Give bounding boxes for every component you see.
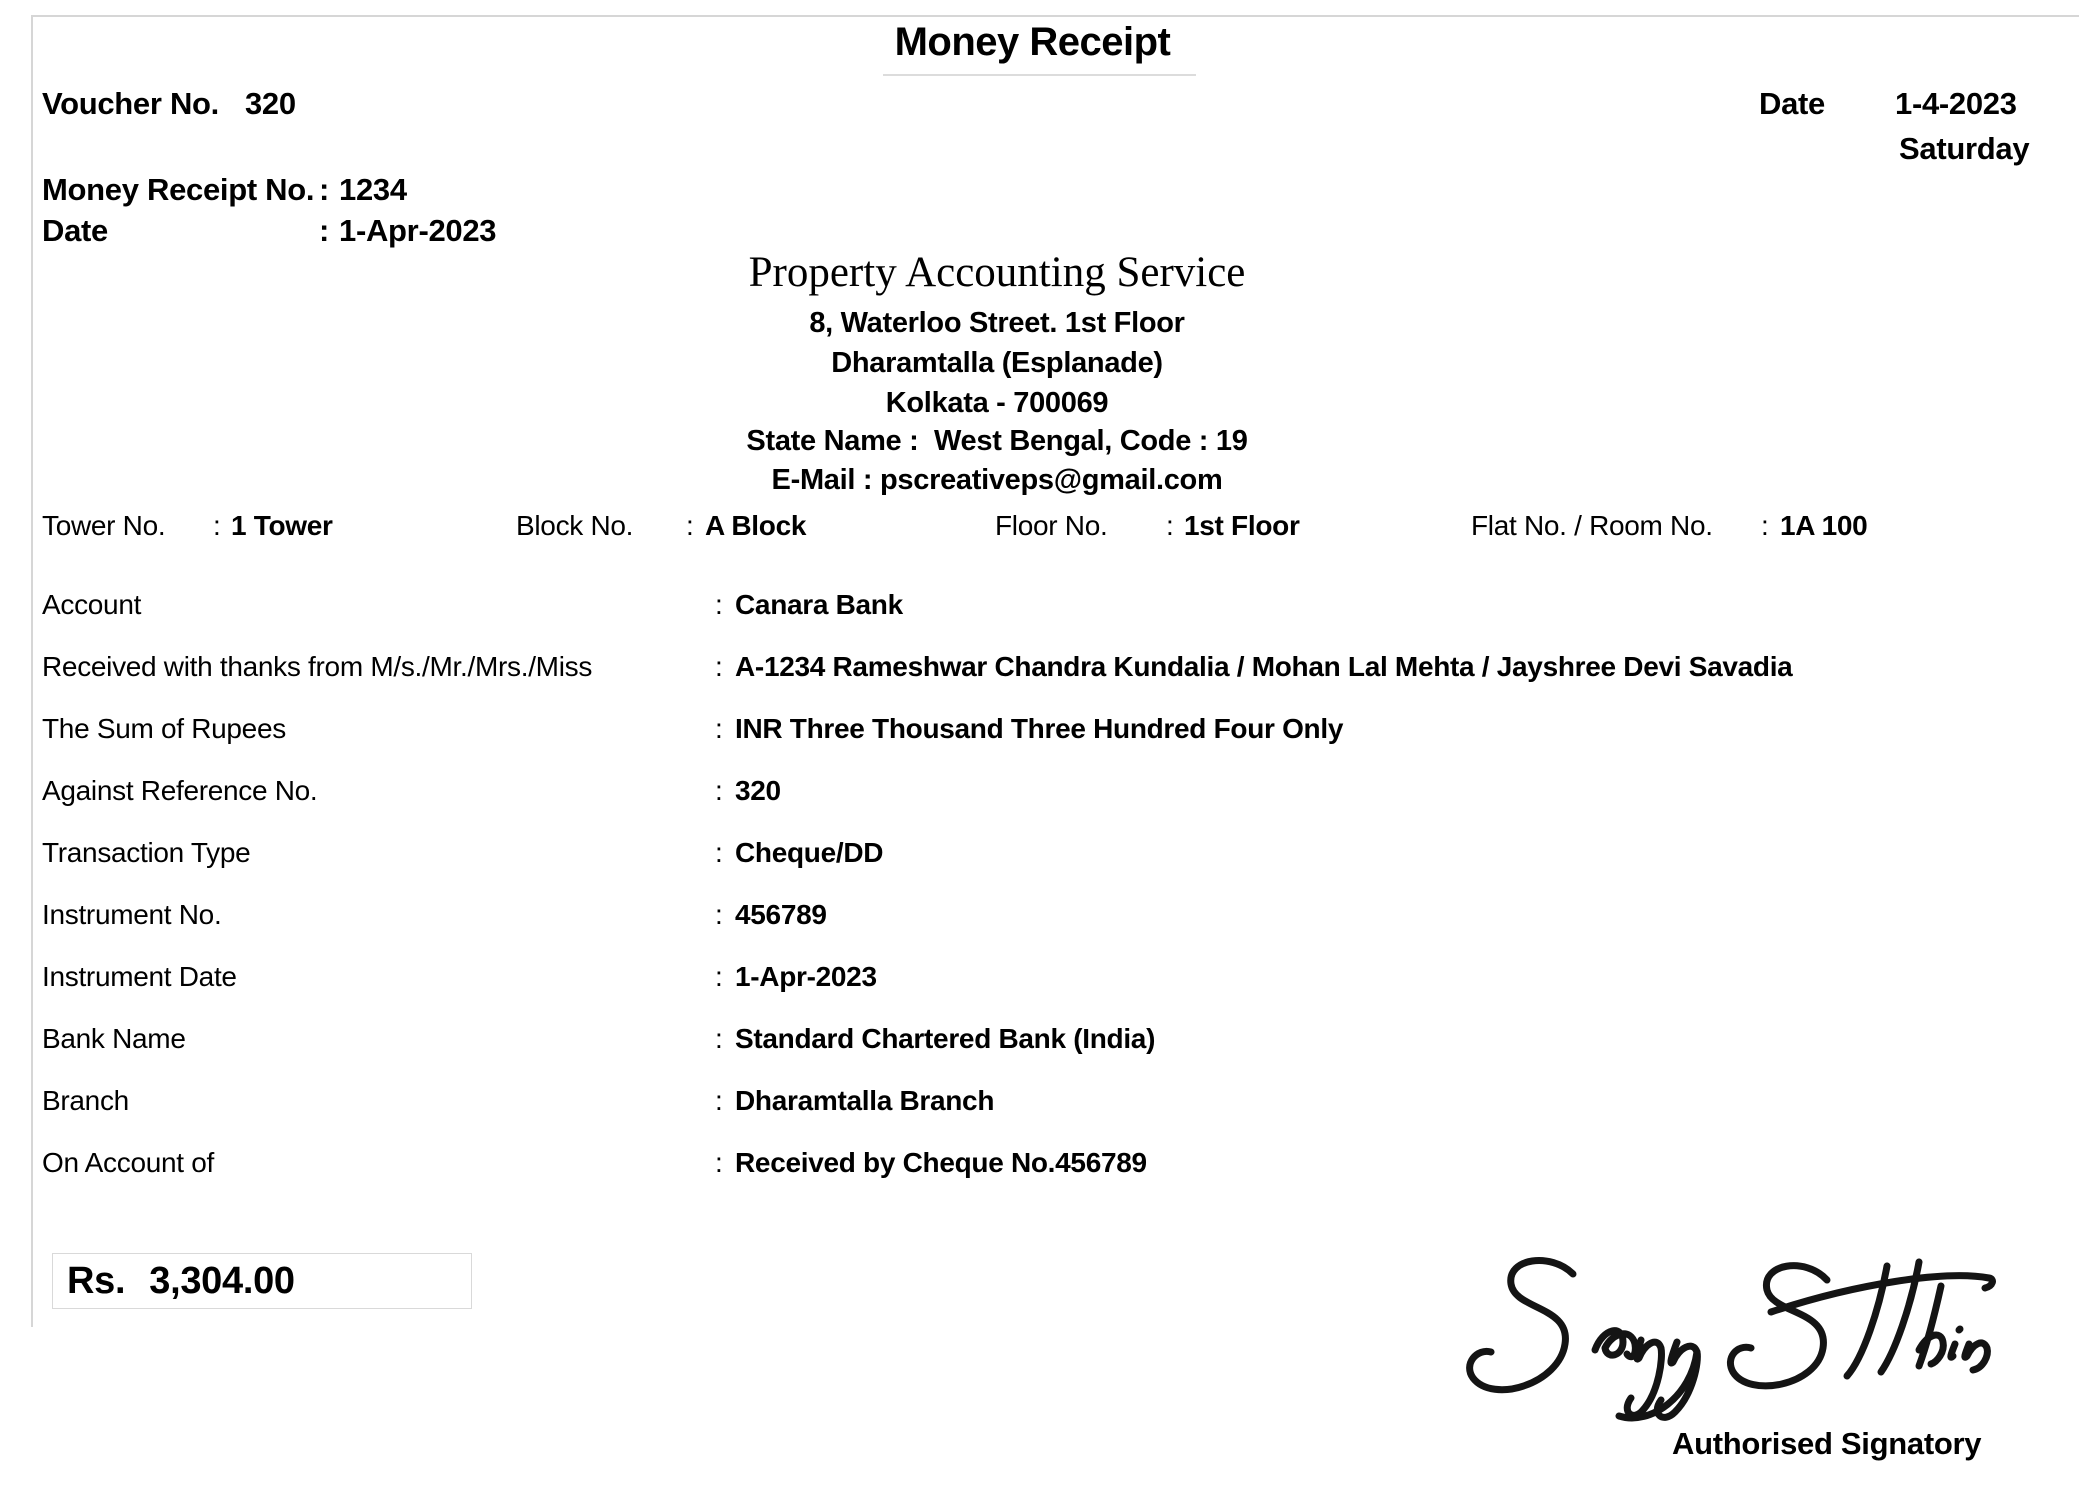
floor-no-label: Floor No. bbox=[995, 510, 1108, 541]
receipt-no-colon: : bbox=[319, 172, 330, 207]
page-title bbox=[0, 20, 2079, 76]
signature-image bbox=[1455, 1248, 2015, 1434]
field-label: Received with thanks from M/s./Mr./Mrs./Miss bbox=[42, 651, 593, 682]
receipt-date-colon: : bbox=[319, 213, 330, 248]
field-label: The Sum of Rupees bbox=[42, 713, 286, 744]
flat-no-label: Flat No. / Room No. bbox=[1471, 510, 1713, 541]
receipt-no-label: Money Receipt No. bbox=[42, 172, 315, 207]
field-label: Instrument No. bbox=[42, 899, 222, 930]
flat-no-colon: : bbox=[1761, 510, 1769, 541]
field-row-bank-name bbox=[42, 1023, 2037, 1063]
field-row-instrument-date bbox=[42, 961, 2037, 1001]
voucher-value: 320 bbox=[244, 86, 296, 121]
receipt-date-value: 1-Apr-2023 bbox=[339, 213, 497, 248]
floor-no-value: 1st Floor bbox=[1184, 510, 1300, 541]
field-row-transaction-type bbox=[42, 837, 2037, 877]
block-no-colon: : bbox=[686, 510, 694, 541]
field-colon: : bbox=[715, 775, 723, 806]
tower-no-value: 1 Tower bbox=[231, 510, 333, 541]
header-date-value: 1-4-2023 bbox=[1895, 86, 2017, 121]
header-date-label: Date bbox=[1759, 86, 1825, 121]
field-value: 320 bbox=[735, 775, 781, 806]
receipt-no-value: 1234 bbox=[339, 172, 407, 207]
amount-value: 3,304.00 bbox=[149, 1260, 295, 1302]
tower-no-label: Tower No. bbox=[42, 510, 166, 541]
field-row-account bbox=[42, 589, 2037, 629]
company-address-3: Kolkata - 700069 bbox=[885, 387, 1109, 419]
field-label: Branch bbox=[42, 1085, 129, 1116]
company-state-line: State Name : West Bengal, Code : 19 bbox=[746, 425, 1248, 457]
field-colon: : bbox=[715, 899, 723, 930]
field-label: Bank Name bbox=[42, 1023, 186, 1054]
field-row-branch bbox=[42, 1085, 2037, 1125]
field-row-on-account-of bbox=[42, 1147, 2037, 1187]
page-top-border bbox=[31, 15, 2079, 17]
amount-currency: Rs. bbox=[67, 1260, 126, 1302]
field-label: Against Reference No. bbox=[42, 775, 318, 806]
field-label: Account bbox=[42, 589, 142, 620]
field-colon: : bbox=[715, 837, 723, 868]
receipt-date-row bbox=[42, 213, 496, 249]
field-value: Standard Chartered Bank (India) bbox=[735, 1023, 1156, 1054]
page-left-border bbox=[31, 15, 33, 1327]
field-colon: : bbox=[715, 1023, 723, 1054]
field-colon: : bbox=[715, 1085, 723, 1116]
field-label: Transaction Type bbox=[42, 837, 251, 868]
field-value: 1-Apr-2023 bbox=[735, 961, 877, 992]
field-colon: : bbox=[715, 961, 723, 992]
company-address-1: 8, Waterloo Street. 1st Floor bbox=[809, 307, 1185, 339]
block-no-label: Block No. bbox=[516, 510, 634, 541]
field-value: Cheque/DD bbox=[735, 837, 884, 868]
field-value: 456789 bbox=[735, 899, 827, 930]
voucher-row bbox=[42, 86, 296, 122]
field-colon: : bbox=[715, 713, 723, 744]
field-label: Instrument Date bbox=[42, 961, 237, 992]
flat-no-value: 1A 100 bbox=[1780, 510, 1868, 541]
tower-no-colon: : bbox=[213, 510, 221, 541]
field-colon: : bbox=[715, 651, 723, 682]
field-value: A-1234 Rameshwar Chandra Kundalia / Mohan Lal Mehta / Jayshree Devi Savadia bbox=[735, 651, 1793, 682]
field-value: Canara Bank bbox=[735, 589, 903, 620]
voucher-label: Voucher No. bbox=[42, 86, 219, 121]
company-address-2: Dharamtalla (Esplanade) bbox=[831, 347, 1163, 379]
authorised-signatory-label: Authorised Signatory bbox=[1672, 1426, 1982, 1461]
field-value: Dharamtalla Branch bbox=[735, 1085, 995, 1116]
field-row-received-from bbox=[42, 651, 2037, 691]
amount-box bbox=[52, 1253, 472, 1309]
field-value: INR Three Thousand Three Hundred Four Only bbox=[735, 713, 1344, 744]
field-row-sum-of-rupees bbox=[42, 713, 2037, 753]
header-date-day: Saturday bbox=[1899, 131, 2030, 166]
block-no-value: A Block bbox=[705, 510, 807, 541]
field-value: Received by Cheque No.456789 bbox=[735, 1147, 1147, 1178]
field-colon: : bbox=[715, 1147, 723, 1178]
field-row-instrument-no bbox=[42, 899, 2037, 939]
receipt-no-row bbox=[42, 172, 407, 208]
page-title-text: Money Receipt bbox=[883, 20, 1197, 76]
receipt-date-label: Date bbox=[42, 213, 108, 248]
field-row-against-reference bbox=[42, 775, 2037, 815]
company-name: Property Accounting Service bbox=[748, 249, 1246, 296]
company-email-line: E-Mail : pscreativeps@gmail.com bbox=[771, 464, 1223, 496]
field-colon: : bbox=[715, 589, 723, 620]
field-label: On Account of bbox=[42, 1147, 214, 1178]
floor-no-colon: : bbox=[1166, 510, 1174, 541]
